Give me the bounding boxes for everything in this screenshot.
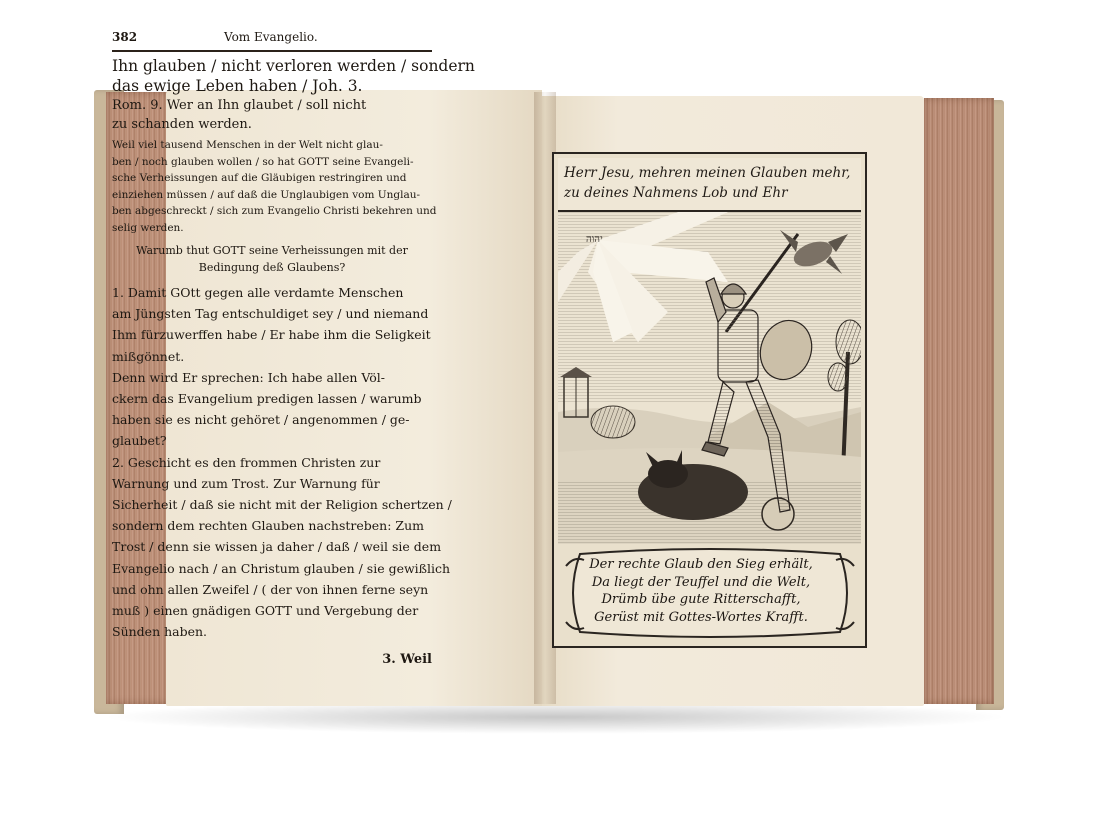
answer-line: Ihm fürzuwerffen habe / Er habe ihm die Seligkeit xyxy=(112,327,431,343)
verse-line: Der rechte Glaub den Sieg erhält, xyxy=(589,557,813,572)
answer-line: und ohn allen Zweifel / ( der von ihnen ferne seyn xyxy=(112,581,429,597)
engraving-plate xyxy=(552,152,867,648)
text-line-large: Ihn glauben / nicht verloren werden / sondern xyxy=(112,57,475,75)
answer-line: ckern das Evangelium predigen lassen / warumb xyxy=(112,391,422,407)
engraving-banner xyxy=(558,158,861,212)
header-rule xyxy=(112,50,432,52)
answer-line: muß ) einen gnädigen GOTT und Vergebung der xyxy=(112,603,419,619)
text-line-small: sche Verheissungen auf die Gläubigen restringiren und xyxy=(112,172,407,184)
question-heading: Bedingung deß Glaubens? xyxy=(198,261,346,274)
left-page-text xyxy=(112,30,475,668)
verse-text xyxy=(576,556,826,626)
hebrew-divine-name: יהוה xyxy=(586,234,603,245)
running-title: Vom Evangelio. xyxy=(224,30,318,44)
answer-line: haben sie es nicht gehöret / angenommen / ge- xyxy=(112,412,410,428)
text-line-small: selig werden. xyxy=(112,221,184,234)
verse-line: Drümb übe gute Ritterschafft, xyxy=(601,592,801,607)
text-line-medium: Rom. 9. Wer an Ihn glaubet / soll nicht xyxy=(112,98,367,113)
banner-line: zu deines Nahmens Lob und Ehr xyxy=(564,185,788,201)
text-line-small: Weil viel tausend Menschen in der Welt nicht glau- xyxy=(112,139,383,151)
verse-line: Da liegt der Teuffel und die Welt, xyxy=(591,574,811,590)
running-head xyxy=(112,30,432,48)
answer-line: Sünden haben. xyxy=(112,624,208,640)
answer-line: Warnung und zum Trost. Zur Warnung für xyxy=(112,475,380,491)
answer-line: glaubet? xyxy=(112,433,167,449)
answer-line: sondern dem rechten Glauben nachstreben: Zum xyxy=(112,518,424,534)
text-line-small: einziehen müssen / auf daß die Unglaubigen vom Unglau- xyxy=(112,188,421,201)
text-line-large: das ewige Leben haben / Joh. 3. xyxy=(112,77,363,95)
answer-line: 1. Damit GOtt gegen alle verdamte Menschen xyxy=(112,285,404,300)
answer-line: Trost / denn sie wissen ja daher / daß / weil sie dem xyxy=(112,539,442,555)
answer-line: am Jüngsten Tag entschuldiget sey / und niemand xyxy=(112,306,429,322)
text-line-small: ben abgeschreckt / sich zum Evangelio Christi bekehren und xyxy=(112,205,437,217)
answer-line: 2. Geschicht es den frommen Christen zur xyxy=(112,454,381,470)
page-edges-right xyxy=(924,98,994,704)
verse-line: Gerüst mit Gottes-Wortes Krafft. xyxy=(594,609,808,625)
answer-line: Evangelio nach / an Christum glauben / sie gewißlich xyxy=(112,560,451,576)
engraving-illustration xyxy=(558,212,861,544)
catchword: 3. Weil xyxy=(382,652,432,668)
answer-line: Denn wird Er sprechen: Ich habe allen Völ- xyxy=(112,369,386,385)
question-heading: Warumb thut GOTT seine Verheissungen mit der xyxy=(136,244,408,257)
banner-line: Herr Jesu, mehren meinen Glauben mehr, xyxy=(564,165,851,181)
answer-line: mißgönnet. xyxy=(112,348,185,364)
page-number: 382 xyxy=(112,30,138,44)
tree-left xyxy=(591,406,635,438)
answer-line: Sicherheit / daß sie nicht mit der Religion schertzen / xyxy=(112,497,452,513)
text-line-medium: zu schanden werden. xyxy=(112,117,252,132)
text-line-small: ben / noch glauben wollen / so hat GOTT seine Evangeli- xyxy=(112,155,414,168)
